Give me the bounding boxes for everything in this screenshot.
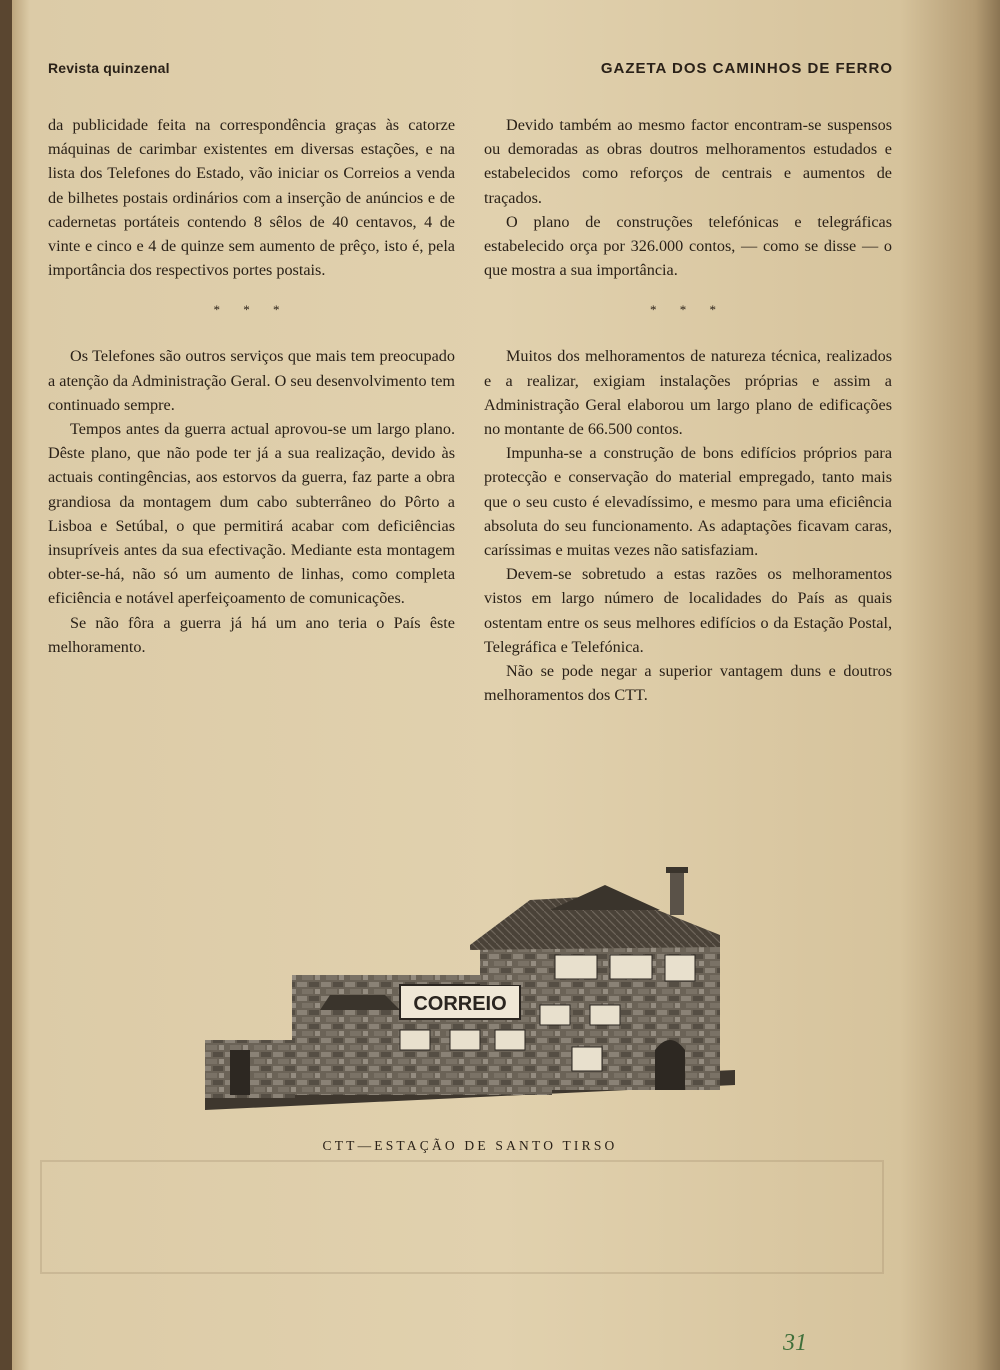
section-separator: * * * xyxy=(650,302,726,318)
right-column xyxy=(484,113,892,707)
section-separator: * * * xyxy=(213,302,290,318)
show-through-box xyxy=(40,1160,884,1274)
binding-shadow xyxy=(0,0,12,1370)
correio-sign: CORREIO xyxy=(413,993,507,1015)
illustration-caption: CTT—ESTAÇÃO DE SANTO TIRSO xyxy=(322,1138,618,1153)
right-paragraph-2: O plano de construções telefónicas e telegráficas estabelecido orça por 326.000 contos, — como se disse — o que mostra a sua importância. xyxy=(484,212,892,280)
post-office-building-illustration xyxy=(200,855,740,1130)
left-paragraph-2: Os Telefones são outros serviços que mais tem preocupado a atenção da Administração Geral. O seu desenvolvimento tem continuado sempre. xyxy=(48,347,455,414)
header-left: Revista quinzenal xyxy=(48,60,170,76)
left-paragraph-4: Se não fôra a guerra já há um ano teria o País êste melhoramento. xyxy=(48,613,455,656)
left-paragraph-3: Tempos antes da guerra actual aprovou-se um largo plano. Dêste plano, que não pode ter já a sua realização, devido às actuais contingências, aos estorvos da guerra, faz parte a obra grandiosa da montagem dum cabo subterrâneo do Pôrto a Lisboa e Setúbal, o que permitirá acabar com deficiências insupríveis antes da sua efectivação. Mediante esta montagem obter-se-há, não só um aumento de linhas, como completa eficiência e notável aperfeiçoamento de comunicações. xyxy=(48,420,455,608)
page-number: 31 xyxy=(783,1330,807,1356)
running-header xyxy=(48,56,893,80)
left-column xyxy=(48,113,455,659)
header-right: GAZETA DOS CAMINHOS DE FERRO xyxy=(600,59,893,77)
right-paragraph-3: Muitos dos melhoramentos de natureza técnica, realizados e a realizar, exigiam instalações próprias e assim a Administração Geral elaborou um largo plano de edificações no montante de 66.500 contos. xyxy=(484,347,892,439)
right-paragraph-1: Devido também ao mesmo factor encontram-se suspensos ou demoradas as obras doutros melhoramentos estudados e estabelecidos como reforços de centrais e aumentos de traçados. xyxy=(484,116,892,207)
right-paragraph-6: Não se pode negar a superior vantagem duns e doutros melhoramentos dos CTT. xyxy=(484,662,892,705)
right-paragraph-4: Impunha-se a construção de bons edifícios próprios para protecção e conservação do material empregado, tanto mais que o seu custo é elevadíssimo, e mesmo para uma eficiência absoluta do seu funcionamento. As adaptações ficavam caras, caríssimas e muitas vezes não satisfaziam. xyxy=(484,444,892,560)
left-paragraph-1: da publicidade feita na correspondência graças às catorze máquinas de carimbar existentes em diversas estações, e na lista dos Telefones do Estado, vão iniciar os Correios a venda de bilhetes postais ordinários com a inserção de anúncios e de cadernetas portáteis contendo 8 sêlos de 40 centavos, 4 de vinte e cinco e 4 de quinze sem aumento de prêço, isto é, pela importância dos respectivos portes postais. xyxy=(48,116,455,280)
right-paragraph-5: Devem-se sobretudo a estas razões os melhoramentos vistos em largo número de localidades do País as quais ostentam entre os seus melhores edifícios o da Estação Postal, Telegráfica e Telefónica. xyxy=(484,565,892,656)
